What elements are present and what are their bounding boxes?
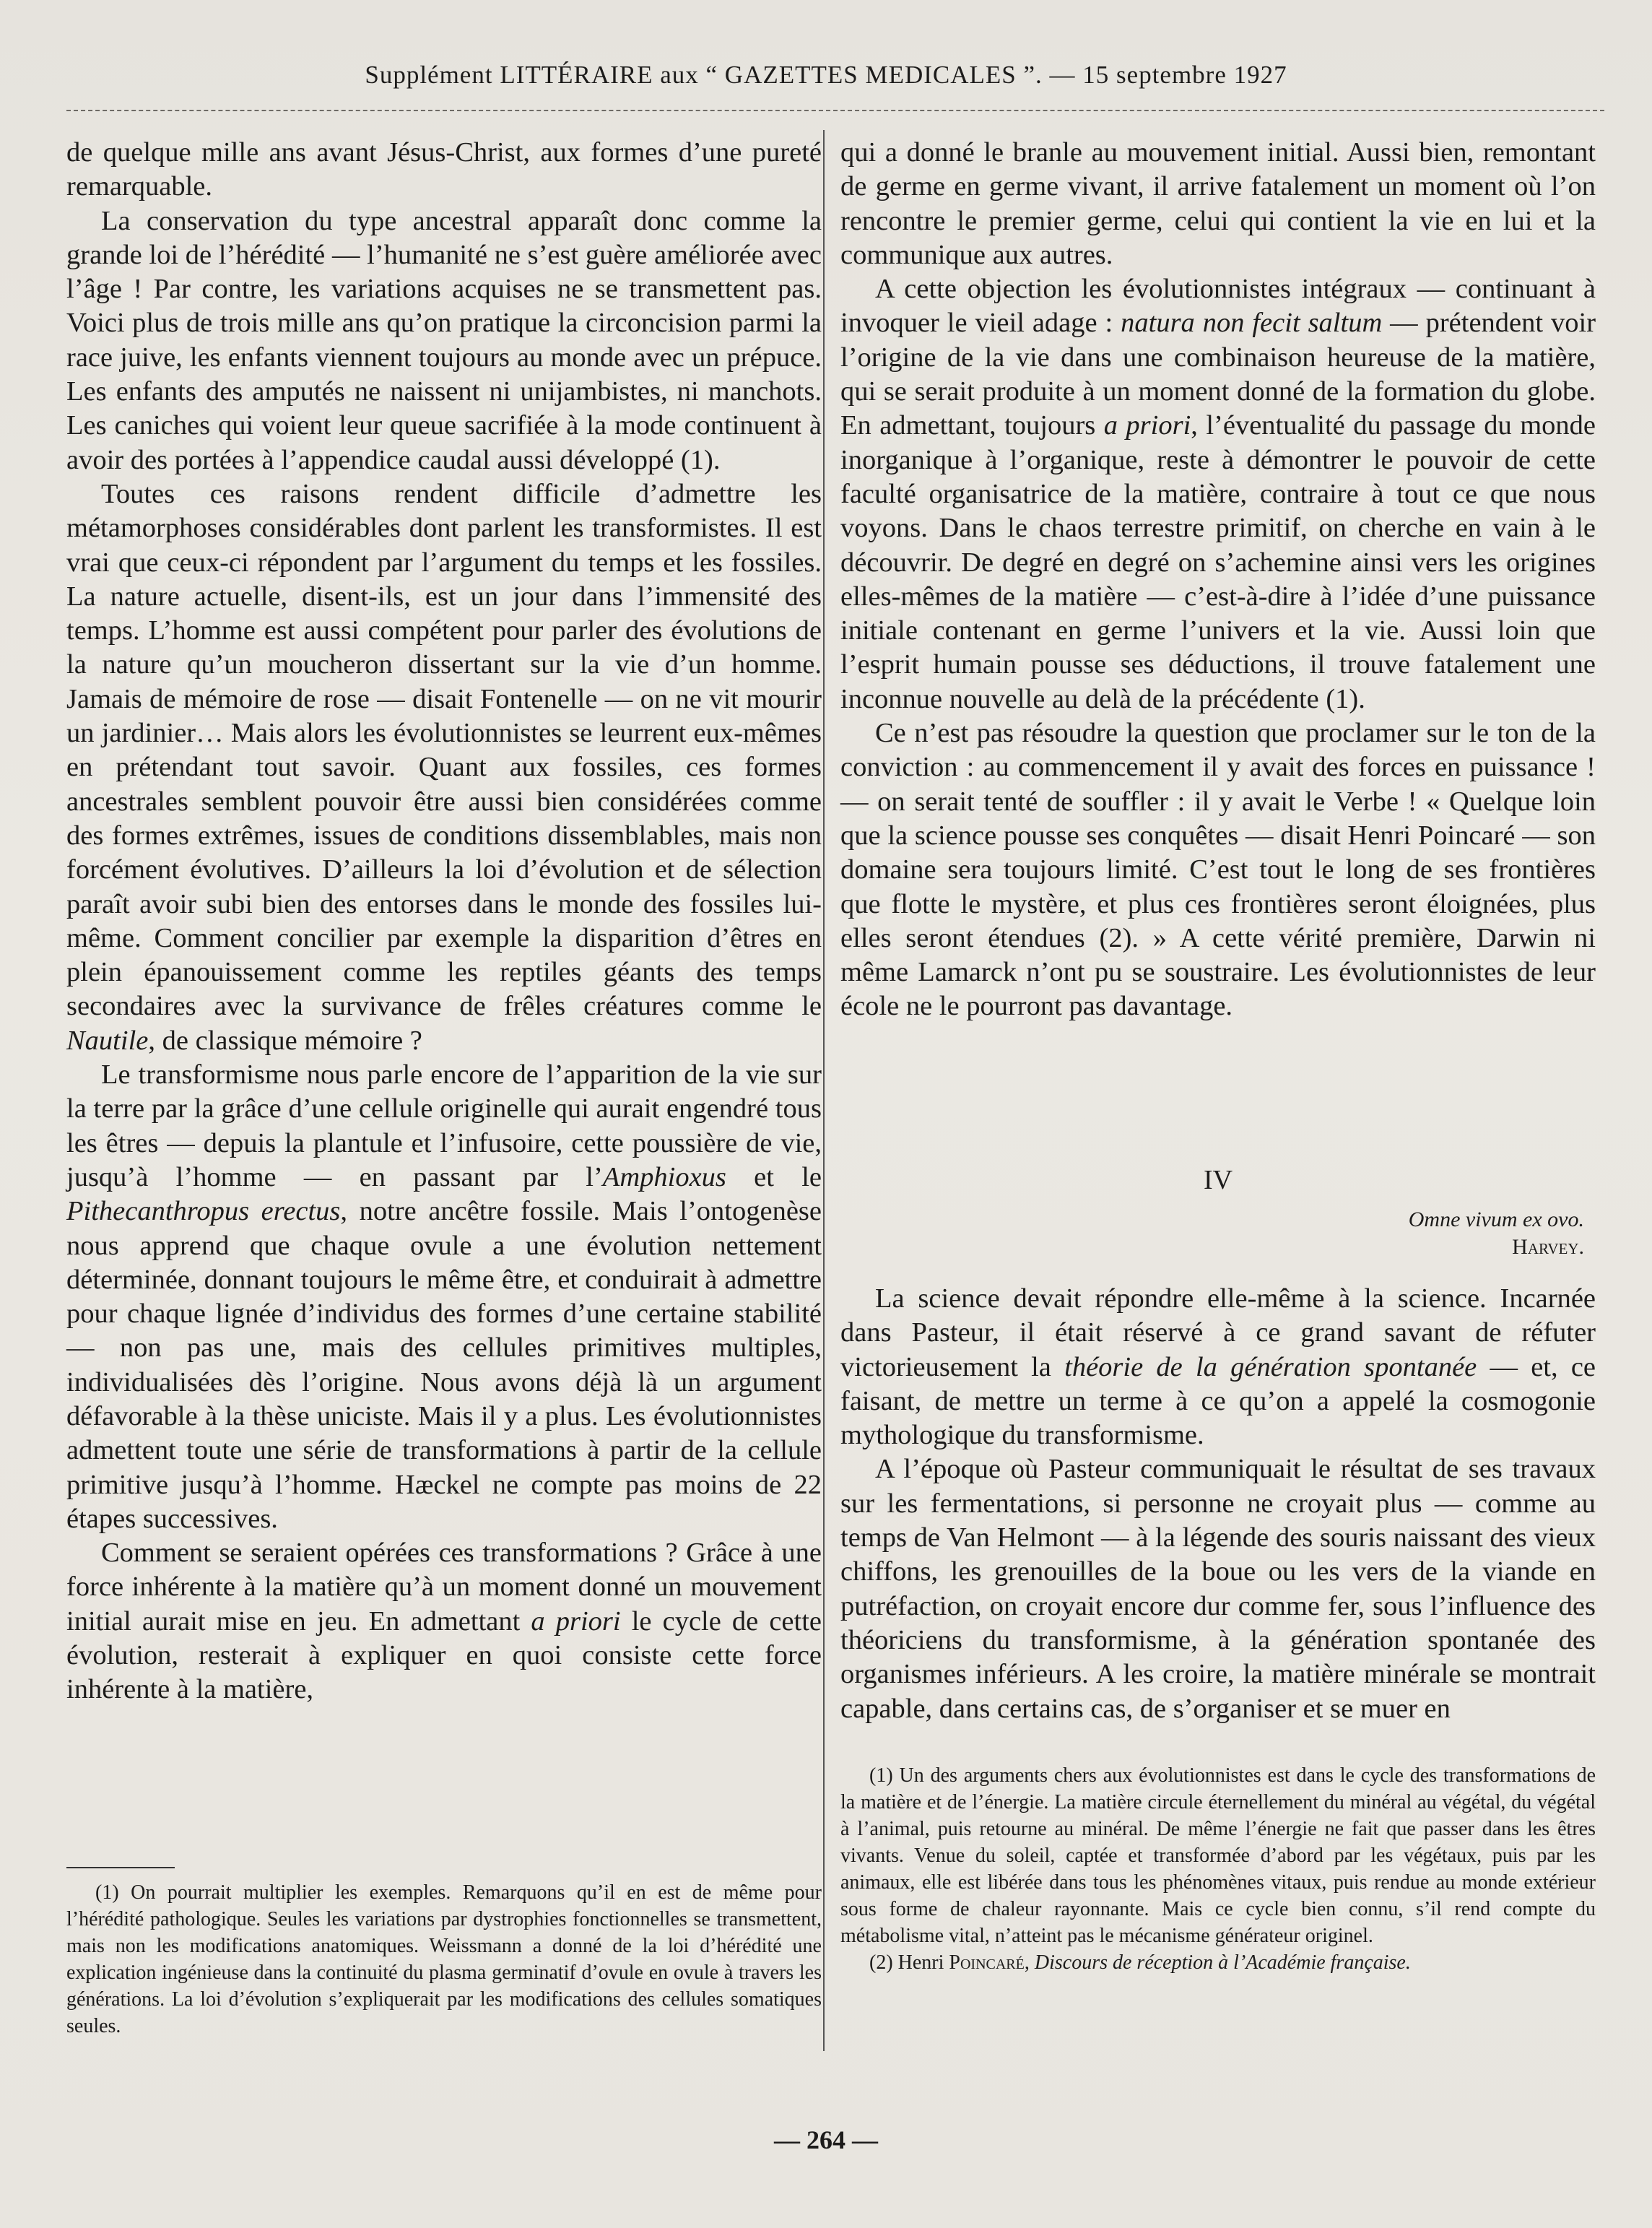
header-divider xyxy=(66,110,1604,111)
paragraph xyxy=(840,1282,1596,1452)
paragraph xyxy=(66,1536,822,1707)
paragraph: Ce n’est pas résoudre la question que proclamer sur le ton de la conviction : au commencement il y avait des forces en puissance ! — on serait tenté de souffler : il y avait le Verbe ! « Quelque loin que la science pousse ses conquêtes — disait Henri Poincaré — son domaine sera toujours limité. C’est tout le long de ses frontières que flotte le mystère, et plus ces frontières seront éloignées, plus elles seront étendues (2). » A cette vérité première, Darwin ni même Lamarck n’ont pu se soustraire. Les évolutionnistes de leur école ne le pourront pas davantage. xyxy=(840,718,1596,1022)
epigraph xyxy=(840,1206,1584,1261)
left-footnotes xyxy=(66,1879,822,2040)
italic-term: Nautile xyxy=(66,1025,149,1056)
epigraph-author: Harvey. xyxy=(1512,1235,1584,1259)
italic-term: a priori xyxy=(1103,410,1191,441)
left-column xyxy=(66,136,822,1707)
author-name: Poincaré xyxy=(949,1951,1025,1974)
text-run: Toutes ces raisons rendent difficile d’admettre les métamorphoses considérables dont parlent les transformistes. Il est vrai que ceux-ci répondent par l’argument du temps et les fossiles. La nature actuelle, disent-ils, est un jour dans l’immensité des temps. L’homme est aussi compétent pour parler des évolutions de la nature qu’un moucheron dissertant sur la vie d’un homme. Jamais de mémoire de rose — disait Fontenelle — on ne vit mourir un jardinier… Mais alors les évolutionnistes se leurrent eux-mêmes en prétendant tout savoir. Quant aux fossiles, ces formes ancestrales semblent pouvoir être aussi bien considérées comme des formes extrêmes, issues de conditions dissemblables, mais non forcément évolutives. D’ailleurs la loi d’évolution et de sélection paraît avoir subi bien des entorses dans le monde des fossiles lui-même. Comment concilier par exemple la disparition d’êtres en plein épanouissement comme les reptiles géants des temps secondaires avec la survivance de frêles créatures comme le xyxy=(66,478,822,1022)
italic-term: Amphioxus xyxy=(602,1161,726,1192)
text-run: et le xyxy=(726,1161,822,1192)
text-run: , l’éventualité du passage du monde inorganique à l’organique, reste à démontrer le pouvoir de cette faculté organisatrice de la matière, contraire à tout ce que nous voyons. Dans le chaos terrestre primitif, on cherche en vain à le découvrir. De degré en degré on s’achemine ainsi vers les origines elles-mêmes de la matière — c’est-à-dire à l’idée d’une puissance initiale contenant en germe l’univers et la vie. Aussi loin que l’esprit humain pousse ses déductions, il trouve fatalement une inconnue nouvelle au delà de la précédente (1). xyxy=(840,410,1596,714)
italic-term: a priori xyxy=(531,1605,621,1637)
text-run: , notre ancêtre fossile. Mais l’ontogenèse nous apprend que chaque ovule a une évolution nettement déterminée, donnant toujours le même être, et conduirait à admettre pour chaque lignée d’individus des formes d’une certaine stabilité — non pas une, mais des cellules primitives multiples, individualisées dès l’origine. Nous avons déjà là un argument défavorable à la thèse uniciste. Mais il y a plus. Les évolutionnistes admettent toute une série de transformations à partir de la cellule primitive jusqu’à l’homme. Hæckel ne compte pas moins de 22 étapes successives. xyxy=(66,1196,822,1534)
italic-term: natura non fecit saltum xyxy=(1121,308,1383,339)
paragraph xyxy=(66,1058,822,1536)
text-run: , de classique mémoire ? xyxy=(148,1025,422,1056)
page-number: — 264 — xyxy=(774,2125,878,2154)
footnote: (1) Un des arguments chers aux évolutionnistes est dans le cycle des transformations de la matière et de l’énergie. La matière circule éternellement du minéral au végétal, du végétal à l’animal, puis retourne au minéral. De même l’énergie ne fait que passer dans les êtres vivants. Venue du soleil, captée et transformée d’abord par les végétaux, puis par les animaux, elle est libérée dans tous les phénomènes vitaux, puis rendue au monde extérieur sous forme de chaleur rayonnante. Mais ce cycle bien connu, s’il rend compte du métabolisme vital, n’atteint pas le mécanisme générateur originel. xyxy=(840,1764,1596,1947)
paragraph xyxy=(840,272,1596,716)
paragraph: qui a donné le branle au mouvement initial. Aussi bien, remontant de germe en germe vivant, il arrive fatalement un moment où l’on rencontre le premier germe, celui qui contient la vie en lui et la communique aux autres. xyxy=(840,137,1596,270)
right-column xyxy=(840,136,1596,1024)
italic-term: théorie de la génération spontanée xyxy=(1064,1351,1477,1382)
text-run: le cycle de cette évolution, resterait à expliquer en quoi consiste cette force inhérente à la matière, xyxy=(66,1605,822,1705)
column-divider xyxy=(823,130,825,2051)
epigraph-quote: Omne vivum ex ovo. xyxy=(1408,1208,1584,1231)
right-column-section-iv xyxy=(840,1282,1596,1726)
footnote xyxy=(840,1949,1596,1976)
paragraph xyxy=(66,477,822,1058)
paragraph: de quelque mille ans avant Jésus-Christ, aux formes d’une pureté remarquable. xyxy=(66,137,822,202)
text-run: La science devait répondre elle-même à la science. Incarnée dans Pasteur, il était réservé à ce grand savant de réfuter victorieusement la xyxy=(840,1283,1596,1382)
text-run: A cette objection les évolutionnistes intégraux — continuant à invoquer le vieil adage : xyxy=(840,274,1596,339)
italic-term: Pithecanthropus erectus xyxy=(66,1196,341,1227)
footnote-rule xyxy=(66,1867,175,1868)
text-run: (2) Henri xyxy=(869,1951,949,1974)
italic-title: Discours de réception à l’Académie française. xyxy=(1034,1951,1411,1974)
text-run: — et, ce faisant, de mettre un terme à ce qu’on a appelé la cosmogonie mythologique du transformisme. xyxy=(840,1351,1596,1451)
footnote: (1) On pourrait multiplier les exemples. Remarquons qu’il en est de même pour l’hérédité pathologique. Seules les variations par dystrophies fonctionnelles se transmettent, mais non les modifications anatomiques. Weissmann a donné de la loi d’hérédité une explication ingénieuse dans la continuité du plasma germinatif d’ovule en ovule à travers les générations. La loi d’évolution s’expliquerait par les modifications des cellules somatiques seules. xyxy=(66,1881,822,2037)
text-run: Le transformisme nous parle encore de l’apparition de la vie sur la terre par la grâce d’une cellule originelle qui aurait engendré tous les êtres — depuis la plantule et l’infusoire, cette poussière de vie, jusqu’à l’homme — en passant par l’ xyxy=(66,1059,822,1192)
text-run: Comment se seraient opérées ces transformations ? Grâce à une force inhérente à la matière qu’à un moment donné un mouvement initial aurait mise en jeu. En admettant xyxy=(66,1538,822,1637)
section-number: IV xyxy=(1203,1165,1233,1195)
paragraph: A l’époque où Pasteur communiquait le résultat de ses travaux sur les fermentations, si personne ne croyait plus — comme au temps de Van Helmont — à la légende des souris naissant des vieux chiffons, les grenouilles de la boue ou les vers de la viande en putréfaction, on croyait encore dur comme fer, sous l’influence des théoriciens du transformisme, à la génération spontanée des organismes inférieurs. A les croire, la matière minérale se montrait capable, dans certains cas, de s’organiser et se muer en xyxy=(840,1454,1596,1724)
paragraph: La conservation du type ancestral apparaît donc comme la grande loi de l’hérédité — l’humanité ne s’est guère améliorée avec l’âge ! Par contre, les variations acquises ne se transmettent pas. Voici plus de trois mille ans qu’on pratique la circoncision parmi la race juive, les enfants viennent toujours au monde avec un prépuce. Les enfants des amputés ne naissent ni unijambistes, ni manchots. Les caniches qui voient leur queue sacrifiée à la mode continuent à avoir des portées à l’appendice caudal aussi développé (1). xyxy=(66,205,822,475)
text-run: , xyxy=(1024,1951,1035,1974)
text-run: — prétendent voir l’origine de la vie dans une combinaison heureuse de la matière, qui se serait produite à un moment donné de la formation du globe. En admettant, toujours xyxy=(840,308,1596,441)
running-header: Supplément LITTÉRAIRE aux “ GAZETTES MEDICALES ”. — 15 septembre 1927 xyxy=(365,61,1287,89)
right-footnotes xyxy=(840,1762,1596,1976)
